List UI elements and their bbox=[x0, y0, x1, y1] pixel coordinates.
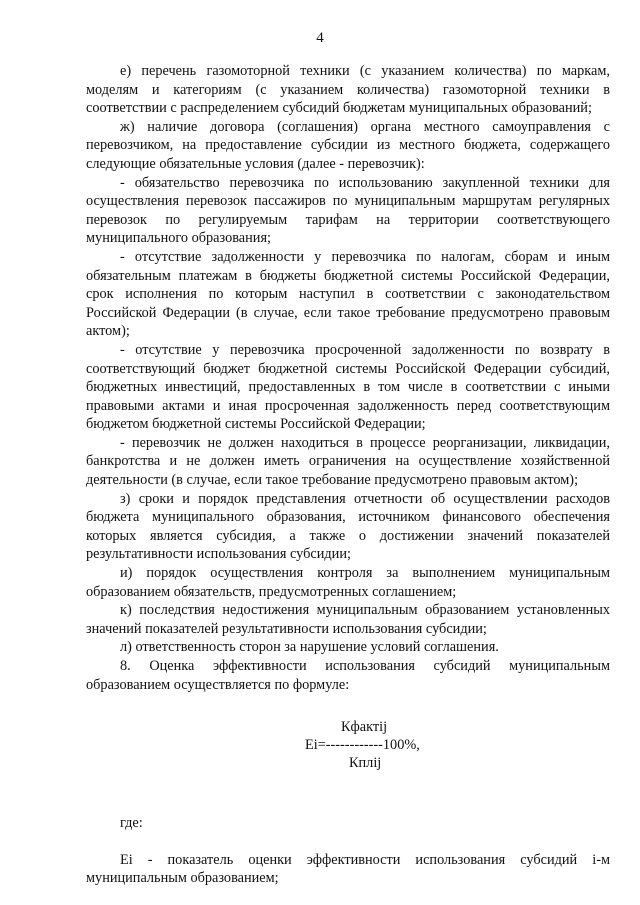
where-label: где: bbox=[120, 815, 143, 832]
document-body bbox=[86, 62, 610, 888]
condition-no-tax-debt: - отсутствие задолженности у перевозчика по налогам, сборам и иным обязательным платежам в бюджеты бюджетной системы Российской Федерации, срок исполнения по которым наступил в соответствии с законодательством Российской Федерации (в случае, если такое требование предусмотрено правовым актом); bbox=[86, 248, 610, 340]
paragraph-k: к) последствия недостижения муниципальным образованием установленных значений показателей результативности использования субсидии; bbox=[86, 602, 610, 637]
formula-main: Ei=------------100%, bbox=[305, 737, 420, 754]
paragraph-zh: ж) наличие договора (соглашения) органа местного самоуправления с перевозчиком, на предоставление субсидии из местного бюджета, содержащего следующие обязательные условия (далее - перевозчик): bbox=[86, 118, 610, 172]
paragraph-z: з) сроки и порядок представления отчетности об осуществлении расходов бюджета муниципального образования, источником финансового обеспечения которых является субсидия, а также о достижении значений показателей результативности использования субсидии; bbox=[86, 490, 610, 563]
condition-obligation: - обязательство перевозчика по использованию закупленной техники для осуществления перевозок пассажиров по муниципальным маршрутам регулярных перевозок по регулируемым тарифам на территории соответствующего муниципального образования; bbox=[86, 174, 610, 247]
efficiency-formula bbox=[86, 718, 610, 778]
paragraph-8: 8. Оценка эффективности использования субсидий муниципальным образованием осуществляется по формуле: bbox=[86, 658, 610, 693]
condition-no-reorganization: - перевозчик не должен находиться в процессе реорганизации, ликвидации, банкротства и не должен иметь ограничения на осуществление хозяйственной деятельности (в случае, если такое требование предусмотрено правовым актом); bbox=[86, 434, 610, 489]
formula-numerator: Кфактij bbox=[341, 719, 388, 736]
paragraph-l: л) ответственность сторон за нарушение условий соглашения. bbox=[120, 639, 499, 656]
definition-ei: Ei - показатель оценки эффективности использования субсидий i-м муниципальным образованием; bbox=[86, 851, 610, 887]
formula-denominator: Кплij bbox=[349, 755, 382, 772]
paragraph-e: е) перечень газомоторной техники (с указанием количества) по маркам, моделям и категориям (с указанием количества) газомоторной техники в соответствии с распределением субсидий бюджетам муниципальных образований; bbox=[86, 63, 610, 117]
paragraph-i: и) порядок осуществления контроля за выполнением муниципальным образованием обязательств, предусмотренных соглашением; bbox=[86, 565, 610, 600]
condition-no-overdue-debt: - отсутствие у перевозчика просроченной задолженности по возврату в соответствующий бюджет бюджетной системы Российской Федерации субсидий, бюджетных инвестиций, предоставленных в том числе в соответствии с иными правовыми актами и иная просроченная задолженность перед соответствующим бюджетом бюджетной системы Российской Федерации; bbox=[86, 341, 610, 433]
page-number: 4 bbox=[316, 30, 324, 46]
